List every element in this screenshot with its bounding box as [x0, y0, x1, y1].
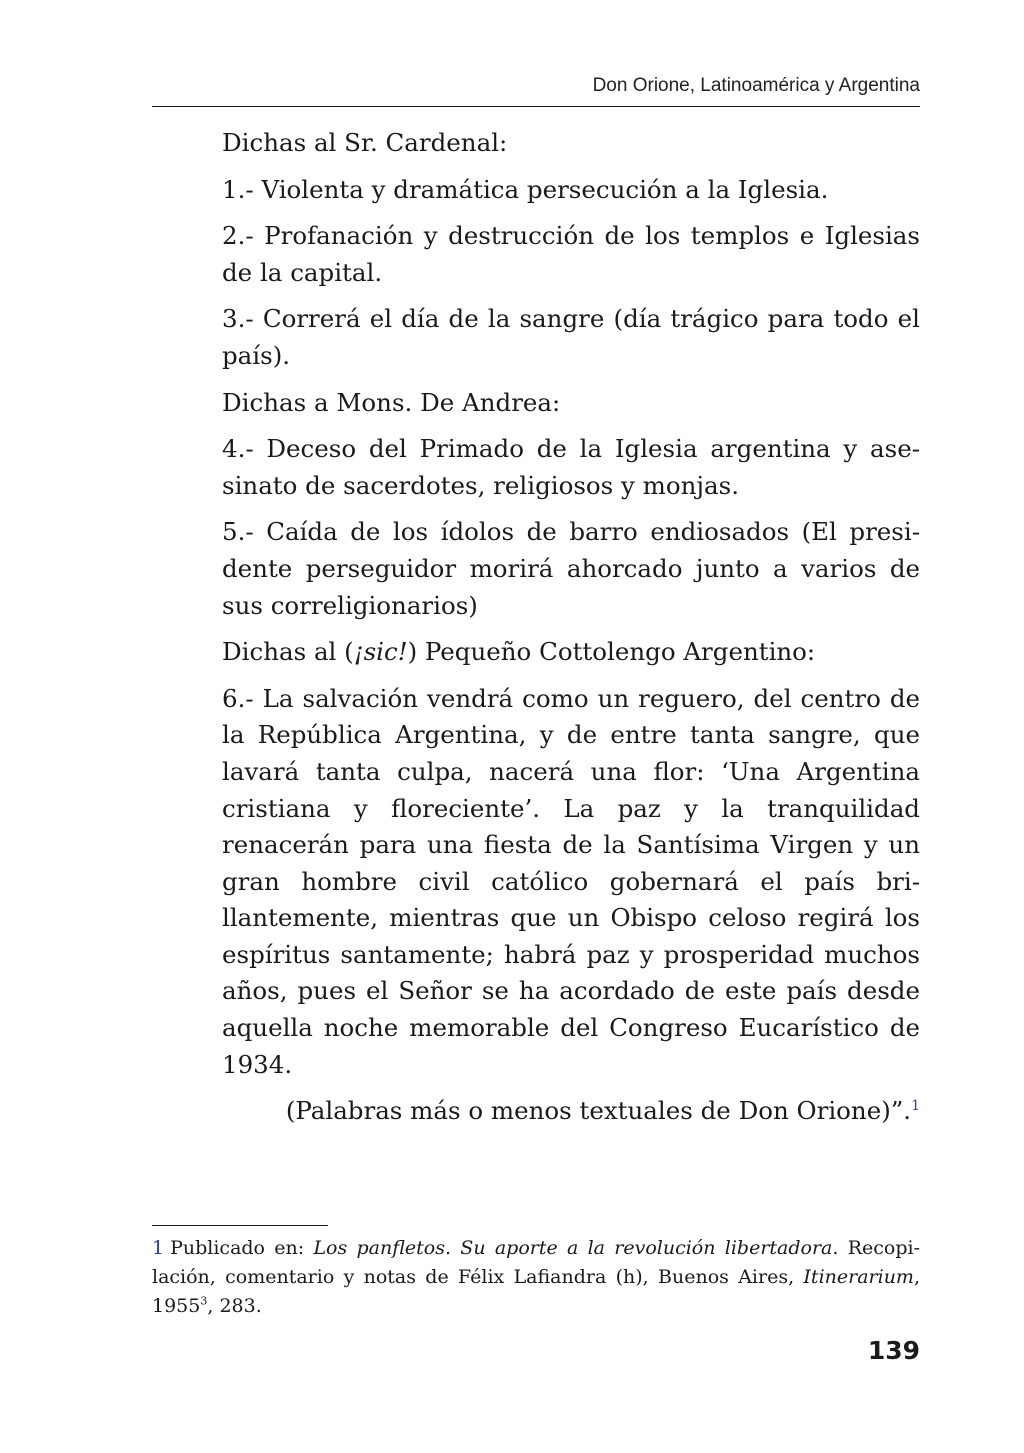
footnote-edition: 3: [200, 1294, 208, 1308]
paragraph-item-1: 1.- Violenta y dramática persecución a la Iglesia.: [222, 174, 829, 204]
paragraph-item-3: 3.- Correrá el día de la sangre (día trágico para todo el país).: [222, 304, 920, 370]
footnote-publisher: Itinerarium: [803, 1266, 914, 1288]
paragraph-item-6: 6.- La salvación vendrá como un reguero, del centro de la República Argentina, y de entre tanta sangre, que lavará tanta culpa, nacerá una flor: ‘Una Argentina cristiana y floreciente’. La paz y la tranquilidad renacerán para una fiesta de la Santísima Virgen y un gran hombre civil católico gobernará el país brillantemente, mientras que un Obispo celoso regirá los espíritus santamente; habrá paz y prosperidad muchos años, pues el Señor se ha acordado de este país desde aquella noche memorable del Congreso Eucarístico de 1934.: [222, 683, 920, 1079]
running-header: Don Orione, Latinoamérica y Argentina: [592, 75, 920, 96]
paragraph-closing-quote: [222, 1093, 920, 1130]
paragraph-item-4: 4.- Deceso del Primado de la Iglesia argentina y asesinato de sacerdotes, religiosos y monjas.: [222, 434, 920, 500]
paragraph-cardinal-intro: Dichas al Sr. Cardenal:: [222, 128, 508, 157]
footnote-reference[interactable]: 1: [911, 1098, 920, 1115]
footnote-middle: . Recopilación, comentario y notas de Félix Lafiandra (h), Buenos Aires,: [152, 1237, 920, 1288]
cottolengo-intro-start: Dichas al (: [222, 637, 354, 667]
paragraph-mons-intro: Dichas a Mons. De Andrea:: [222, 387, 561, 417]
footnote-number: 1: [152, 1237, 165, 1259]
paragraph-item-2: 2.- Profanación y destrucción de los templos e Iglesias de la capital.: [222, 221, 920, 287]
main-text: [222, 125, 920, 1140]
header-rule: [152, 106, 920, 107]
cottolengo-intro-end: ) Pequeño Cottolengo Argentino:: [407, 637, 816, 667]
footnote-page: , 283.: [207, 1295, 262, 1317]
paragraph-item-5: 5.- Caída de los ídolos de barro endiosados (El presidente perseguidor morirá ahorcado junto a varios de sus correligionarios): [222, 517, 920, 620]
footnote-year: , 1955: [152, 1266, 920, 1317]
page-number: 139: [867, 1336, 920, 1365]
closing-quote-text: (Palabras más o menos textuales de Don Orione)”.: [285, 1096, 912, 1126]
footnote-lead: Publicado en:: [170, 1237, 314, 1259]
sic-italic: ¡sic!: [353, 637, 408, 667]
paragraph-cottolengo-intro: [222, 634, 920, 671]
footnote-rule: [152, 1225, 328, 1226]
footnote-title: Los panfletos. Su aporte a la revolución libertadora: [313, 1237, 833, 1259]
footnote: [152, 1234, 920, 1321]
